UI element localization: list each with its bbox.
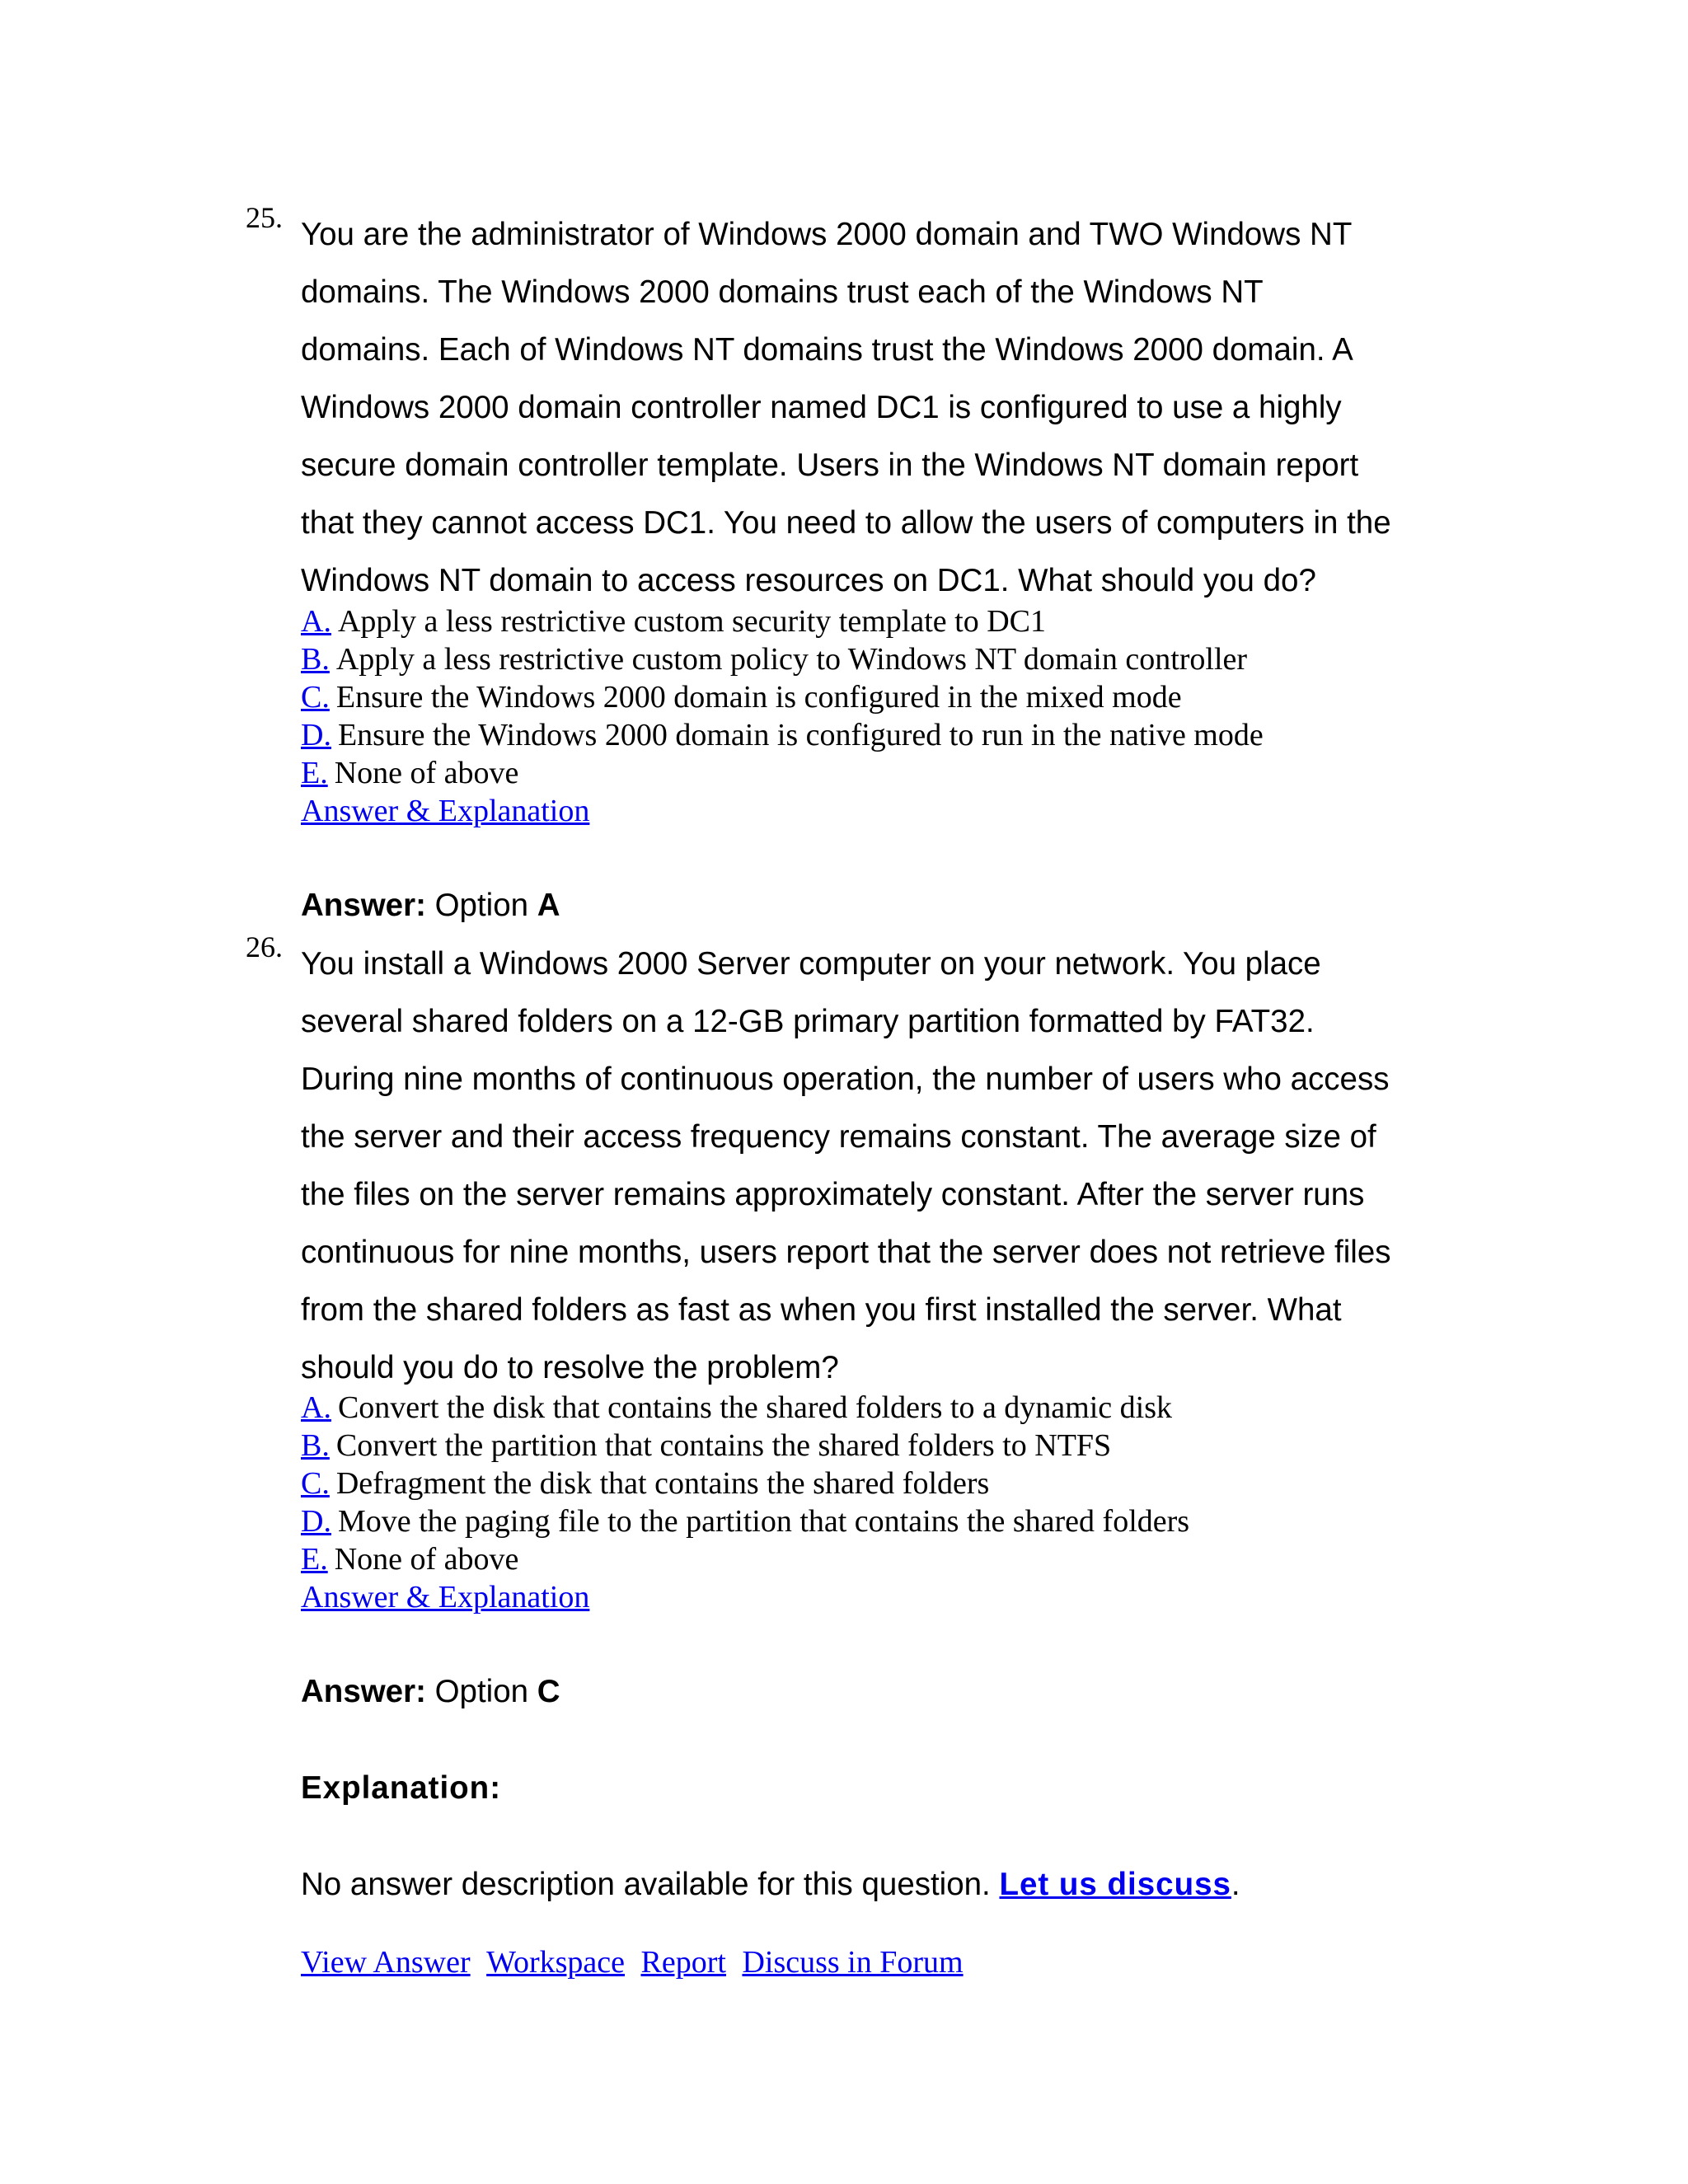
footer-links	[301, 1943, 964, 1981]
answer-prefix: Option	[434, 1674, 529, 1709]
option-text: Apply a less restrictive custom security template to DC1	[337, 604, 1046, 639]
option-text: Ensure the Windows 2000 domain is configured to run in the native mode	[337, 718, 1264, 752]
answer-explanation-link[interactable]: Answer & Explanation	[301, 1580, 590, 1615]
option-c	[301, 678, 1264, 716]
option-text: Ensure the Windows 2000 domain is configured in the mixed mode	[335, 680, 1182, 715]
question-line: that they cannot access DC1. You need to allow the users of computers in the	[301, 505, 1391, 541]
answer-label: Answer:	[301, 888, 426, 923]
explanation-body: No answer description available for this question.	[301, 1867, 991, 1902]
option-c-link[interactable]: C.	[301, 680, 330, 715]
question-line: Windows NT domain to access resources on DC1. What should you do?	[301, 563, 1316, 598]
question-line: domains. The Windows 2000 domains trust each of the Windows NT	[301, 274, 1264, 310]
question-number: 26.	[246, 930, 283, 963]
option-text: Convert the partition that contains the shared folders to NTFS	[335, 1428, 1112, 1463]
answer-explanation-link[interactable]: Answer & Explanation	[301, 794, 590, 828]
question-line: several shared folders on a 12-GB primary partition formatted by FAT32.	[301, 1004, 1315, 1039]
option-e-link[interactable]: E.	[301, 1542, 328, 1577]
option-a	[301, 1389, 1189, 1427]
option-a-link[interactable]: A.	[301, 1390, 331, 1425]
option-c	[301, 1465, 1189, 1502]
option-d-link[interactable]: D.	[301, 1504, 331, 1539]
question-line: should you do to resolve the problem?	[301, 1350, 839, 1385]
answer-line	[301, 1672, 560, 1712]
question-line: continuous for nine months, users report that the server does not retrieve files	[301, 1235, 1391, 1270]
option-e	[301, 1540, 1189, 1578]
option-d	[301, 1502, 1189, 1540]
answer-letter: C	[537, 1674, 560, 1709]
option-text: Move the paging file to the partition that contains the shared folders	[337, 1504, 1190, 1539]
question-line: domains. Each of Windows NT domains trust the Windows 2000 domain. A	[301, 332, 1353, 368]
question-line: Windows 2000 domain controller named DC1 is configured to use a highly	[301, 390, 1342, 425]
options-list	[301, 602, 1264, 830]
discuss-in-forum-link[interactable]: Discuss in Forum	[742, 1945, 964, 1980]
report-link[interactable]: Report	[640, 1945, 726, 1980]
workspace-link[interactable]: Workspace	[486, 1945, 625, 1980]
option-e-link[interactable]: E.	[301, 756, 328, 790]
question-line: from the shared folders as fast as when you first installed the server. What	[301, 1292, 1342, 1328]
option-text: None of above	[334, 756, 519, 790]
option-d	[301, 716, 1264, 754]
question-line: secure domain controller template. Users in the Windows NT domain report	[301, 448, 1359, 483]
let-us-discuss-link[interactable]: Let us discuss	[999, 1867, 1231, 1902]
option-a	[301, 602, 1264, 640]
question-text	[301, 206, 1455, 610]
option-e	[301, 754, 1264, 792]
option-b-link[interactable]: B.	[301, 1428, 330, 1463]
option-text: None of above	[334, 1542, 519, 1577]
option-a-link[interactable]: A.	[301, 604, 331, 639]
option-d-link[interactable]: D.	[301, 718, 331, 752]
answer-letter: A	[537, 888, 560, 923]
option-text: Defragment the disk that contains the shared folders	[335, 1466, 990, 1501]
question-number: 25.	[246, 201, 283, 234]
option-b	[301, 1427, 1189, 1465]
option-text: Convert the disk that contains the shared folders to a dynamic disk	[337, 1390, 1172, 1425]
question-text	[301, 935, 1455, 1397]
answer-line	[301, 886, 560, 926]
options-list	[301, 1389, 1189, 1616]
question-line: During nine months of continuous operation, the number of users who access	[301, 1062, 1390, 1097]
question-line: You are the administrator of Windows 2000 domain and TWO Windows NT	[301, 217, 1353, 252]
option-b-link[interactable]: B.	[301, 642, 330, 677]
question-line: the files on the server remains approximately constant. After the server runs	[301, 1177, 1365, 1212]
question-line: the server and their access frequency remains constant. The average size of	[301, 1119, 1376, 1155]
answer-label: Answer:	[301, 1674, 426, 1709]
option-b	[301, 640, 1264, 678]
option-c-link[interactable]: C.	[301, 1466, 330, 1501]
view-answer-link[interactable]: View Answer	[301, 1945, 471, 1980]
explanation-trailing: .	[1231, 1867, 1240, 1902]
answer-prefix: Option	[434, 888, 529, 923]
question-line: You install a Windows 2000 Server computer on your network. You place	[301, 946, 1321, 982]
explanation-text	[301, 1865, 1240, 1905]
explanation-title: Explanation:	[301, 1770, 502, 1806]
option-text: Apply a less restrictive custom policy to Windows NT domain controller	[335, 642, 1248, 677]
